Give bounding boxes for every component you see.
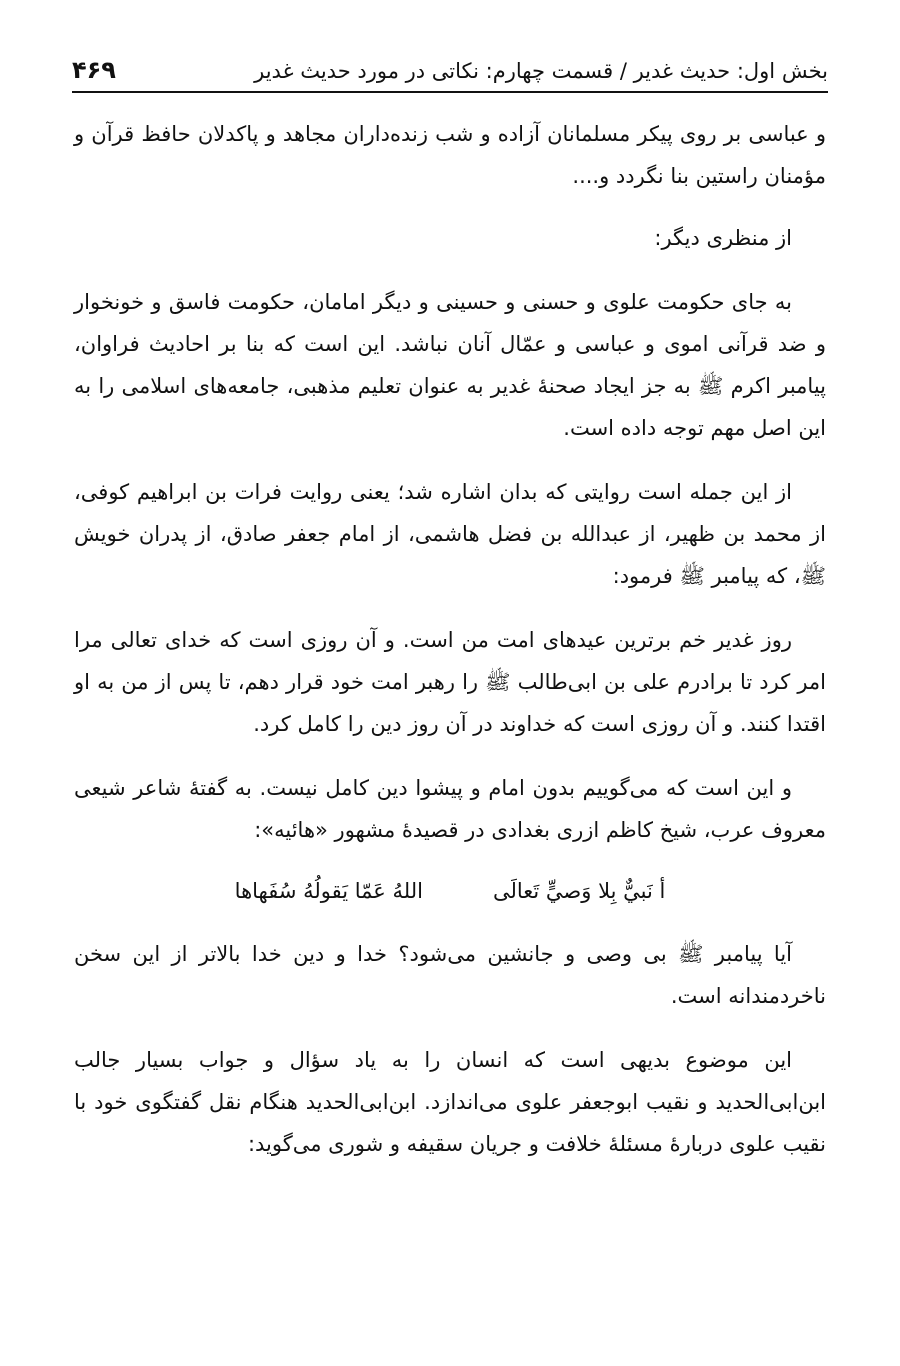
paragraph-ghadir-day: روز غدیر خم برترین عیدهای امت من است. و آن روزی است که خدای تعالی مرا امر کرد تا برادرم علی بن ابی‌طالب ﷺ را رهبر امت خود قرار دهم، تا پس از من به او اقتدا کنند. و آن روزی است که خداوند در آن روز دین را کامل کرد. <box>74 628 826 736</box>
paragraph-narration-chain: از این جمله است روایتی که بدان اشاره شد؛ یعنی روایت فرات بن ابراهیم کوفی، از محمد بن ظهیر، از عبدالله بن فضل هاشمی، از امام جعفر صادق، از پدران خویش ﷺ، که پیامبر ﷺ فرمود: <box>74 480 826 588</box>
page-body <box>74 113 826 1187</box>
page-header <box>72 35 828 85</box>
header-divider <box>72 91 828 93</box>
paragraph-government: به جای حکومت علوی و حسنی و حسینی و دیگر امامان، حکومت فاسق و خونخوار و ضد قرآنی اموی و عباسی و عمّال آنان نباشد. این است که بنا بر احادیث فراوان، پیامبر اکرم ﷺ به جز ایجاد صحنهٔ غدیر به عنوان تعلیم مذهبی، جامعه‌های اسلامی را به این اصل مهم توجه داده است. <box>74 290 826 440</box>
running-title: بخش اول: حدیث غدیر / قسمت چهارم: نکاتی در مورد حدیث غدیر <box>254 58 828 83</box>
paragraph-ibn-abi-al-hadid: این موضوع بدیهی است که انسان را به یاد سؤال و جواب بسیار جالب ابن‌ابی‌الحدید و نقیب ابوجعفر علوی می‌اندازد. ابن‌ابی‌الحدید هنگام نقل گفتگوی خود با نقیب علوی دربارهٔ مسئلهٔ خلافت و جریان سقیفه و شوری می‌گوید: <box>74 1048 826 1156</box>
paragraph-poet-reference: و این است که می‌گوییم بدون امام و پیشوا دین کامل نیست. به گفتهٔ شاعر شیعی معروف عرب، شیخ کاظم ازری بغدادی در قصیدهٔ مشهور «هائیه»: <box>74 776 826 842</box>
poem-verse <box>74 871 826 911</box>
verse-hemistich-second: اللهُ عَمّا يَقولُهُ سُفَهاها <box>234 879 423 903</box>
verse-hemistich-first: أ نَبيٌّ بِلا وَصيٍّ تَعالَی <box>492 879 666 903</box>
paragraph-another-perspective: از منظری دیگر: <box>654 226 792 250</box>
paragraph-verse-translation: آیا پیامبر ﷺ بی وصی و جانشین می‌شود؟ خدا و دین خدا بالاتر از این سخن ناخردمندانه است. <box>74 942 826 1008</box>
paragraph-continuation: و عباسی بر روی پیکر مسلمانان آزاده و شب زنده‌داران مجاهد و پاکدلان حافظ قرآن و مؤمنان راستین بنا نگردد و.... <box>74 122 826 188</box>
page-number: ۴۶۹ <box>72 56 116 85</box>
